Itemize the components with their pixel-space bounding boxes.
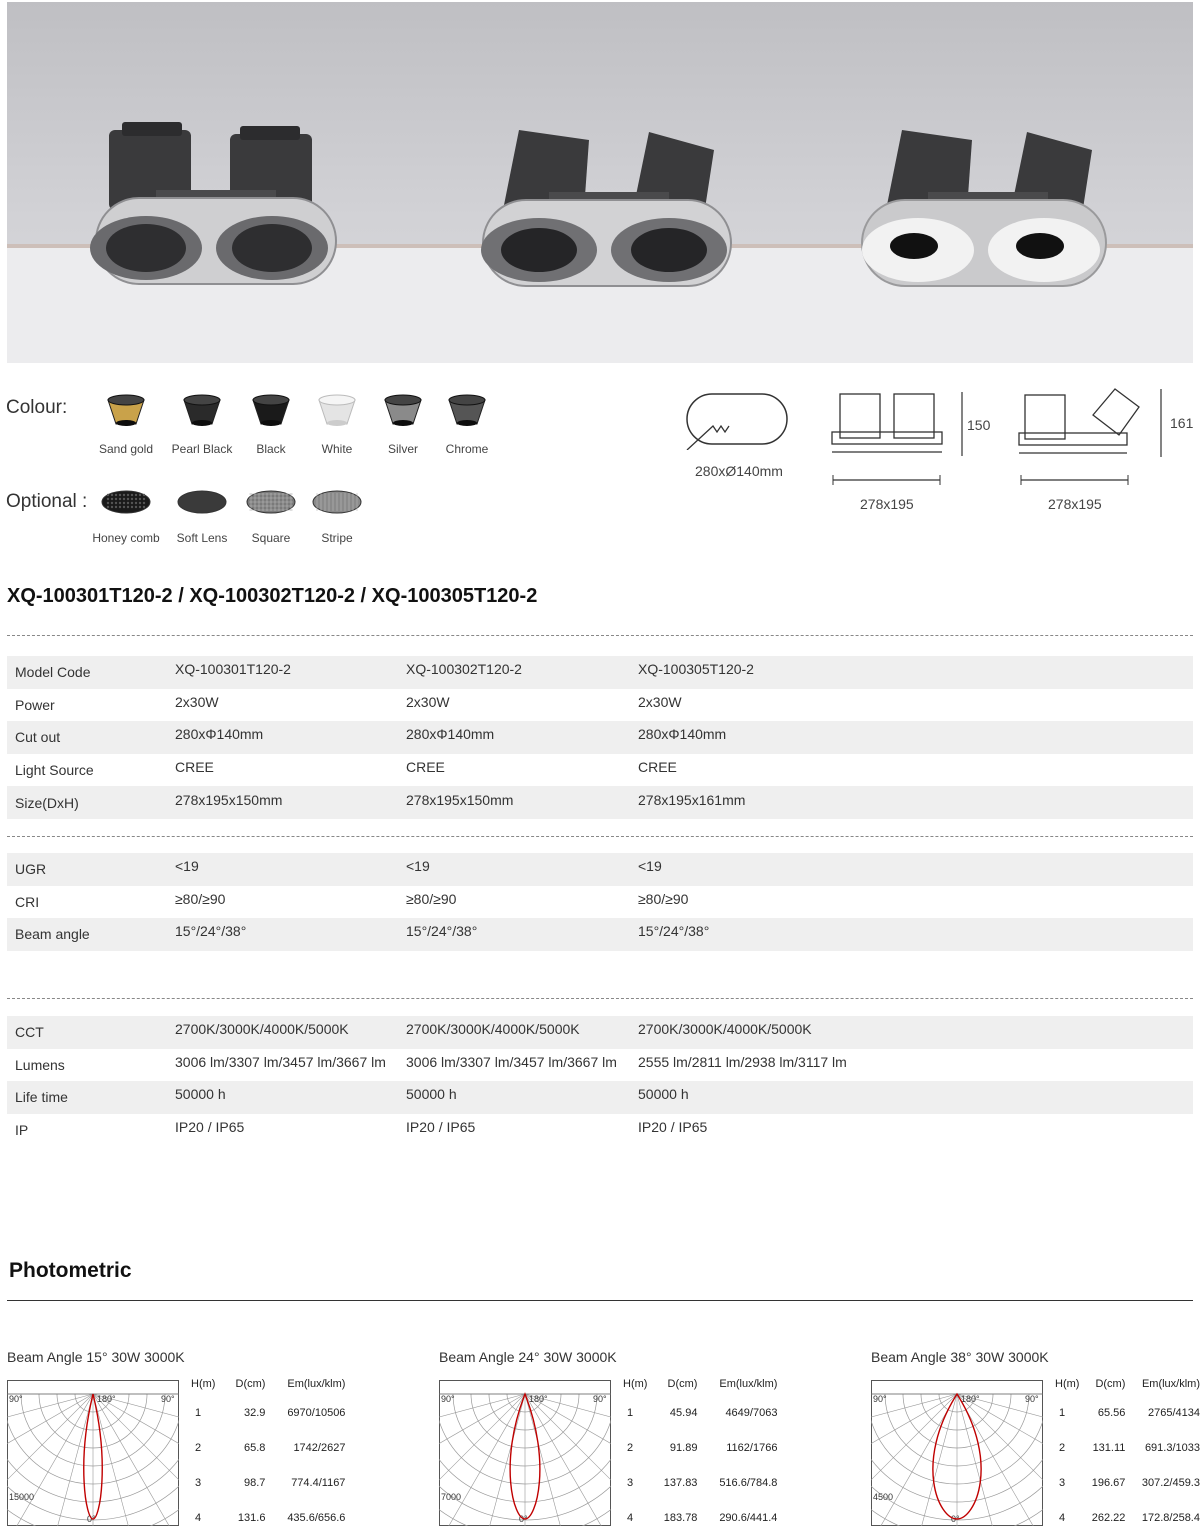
illuminance-cell: 1 bbox=[195, 1407, 202, 1419]
colour-swatch-white[interactable] bbox=[313, 390, 361, 430]
spec-value: 2555 lm/2811 lm/2938 lm/3117 lm bbox=[638, 1053, 847, 1070]
spec-value: 15°/24°/38° bbox=[175, 918, 406, 951]
illuminance-header: Em(lux/klm) bbox=[719, 1378, 778, 1390]
cutout-size: 280xØ140mm bbox=[695, 463, 783, 479]
spec-value: IP20 / IP65 bbox=[406, 1119, 476, 1136]
product-photo bbox=[7, 2, 1193, 363]
polar-light-distribution-chart bbox=[439, 1380, 611, 1526]
colour-swatch-sand-gold[interactable] bbox=[102, 390, 150, 430]
fixed-width-line bbox=[832, 475, 942, 485]
spec-row bbox=[7, 918, 1193, 951]
illuminance-cell: 172.8/258.4 bbox=[1141, 1512, 1200, 1524]
spec-value: 15°/24°/38° bbox=[406, 918, 638, 951]
optional-label-item: Square bbox=[251, 531, 291, 545]
divider bbox=[7, 635, 1193, 636]
spec-value: CREE bbox=[406, 759, 445, 776]
illuminance-header: D(cm) bbox=[667, 1378, 698, 1390]
spec-key: UGR bbox=[7, 853, 175, 886]
spec-key: Model Code bbox=[7, 656, 175, 689]
spec-key: Life time bbox=[7, 1081, 175, 1114]
spec-key: Cut out bbox=[7, 721, 175, 754]
illuminance-cell: 98.7 bbox=[244, 1477, 266, 1489]
polar-scale-label: 4500 bbox=[873, 1492, 894, 1502]
illuminance-cell: 435.6/656.6 bbox=[287, 1512, 346, 1524]
illuminance-cell: 1 bbox=[1059, 1407, 1066, 1419]
spec-row bbox=[7, 1081, 1193, 1114]
spec-row bbox=[7, 1049, 1193, 1082]
illuminance-cell: 3 bbox=[1059, 1477, 1066, 1489]
illuminance-cell: 2 bbox=[1059, 1442, 1066, 1454]
spec-value: XQ-100305T120-2 bbox=[638, 656, 1193, 689]
colour-swatch-label: Chrome bbox=[445, 442, 489, 456]
colour-swatch-label: White bbox=[321, 442, 353, 456]
divider bbox=[7, 836, 1193, 837]
optional-honey-comb[interactable] bbox=[100, 488, 152, 516]
spec-value: 2700K/3000K/4000K/5000K bbox=[175, 1016, 406, 1049]
spec-value: <19 bbox=[406, 853, 638, 886]
product-image-tilt-chrome bbox=[469, 120, 739, 295]
spec-value: ≥80/≥90 bbox=[175, 890, 226, 907]
colour-swatch-chrome[interactable] bbox=[443, 390, 491, 430]
angle-label-top: 180° bbox=[529, 1394, 548, 1404]
polar-light-distribution-chart bbox=[7, 1380, 179, 1526]
illuminance-cell: 1162/1766 bbox=[726, 1442, 778, 1454]
illuminance-table bbox=[191, 1378, 345, 1533]
spec-row bbox=[7, 853, 1193, 886]
angle-label-top: 180° bbox=[97, 1394, 116, 1404]
spec-value: 2x30W bbox=[175, 693, 219, 710]
spec-key: Power bbox=[15, 696, 55, 713]
divider bbox=[7, 998, 1193, 999]
illuminance-cell: 183.78 bbox=[663, 1512, 698, 1524]
optional-label-item: Stripe bbox=[321, 531, 353, 545]
illuminance-cell: 2765/4134 bbox=[1148, 1407, 1200, 1419]
illuminance-cell: 774.4/1167 bbox=[291, 1477, 346, 1489]
angle-label-left: 90° bbox=[9, 1394, 23, 1404]
spec-value: CREE bbox=[175, 759, 214, 776]
spec-table-optics bbox=[7, 853, 1193, 951]
spec-row bbox=[7, 656, 1193, 689]
cutout-drawing bbox=[683, 390, 793, 450]
spec-value: 278x195x150mm bbox=[175, 786, 406, 819]
spec-value: 50000 h bbox=[175, 1081, 406, 1114]
optional-label-item: Soft Lens bbox=[176, 531, 228, 545]
illuminance-header: D(cm) bbox=[1095, 1378, 1126, 1390]
optional-square[interactable] bbox=[245, 488, 297, 516]
illuminance-cell: 1742/2627 bbox=[293, 1442, 346, 1454]
colour-swatch-black[interactable] bbox=[247, 390, 295, 430]
spec-key: IP bbox=[15, 1122, 29, 1139]
illuminance-header: Em(lux/klm) bbox=[287, 1378, 346, 1390]
spec-row bbox=[7, 689, 1193, 722]
spec-key: Size(DxH) bbox=[7, 786, 175, 819]
angle-label-bottom: 0° bbox=[519, 1514, 528, 1524]
spec-table-general bbox=[7, 656, 1193, 819]
polar-scale-label: 7000 bbox=[441, 1492, 462, 1502]
colour-label: Colour: bbox=[6, 397, 68, 418]
spec-key: CRI bbox=[15, 893, 40, 910]
colour-swatch-pearl-black[interactable] bbox=[178, 390, 226, 430]
fixed-width: 278x195 bbox=[860, 496, 914, 512]
spec-row bbox=[7, 754, 1193, 787]
illuminance-cell: 307.2/459.3 bbox=[1141, 1477, 1200, 1489]
colour-swatch-label: Sand gold bbox=[98, 442, 154, 456]
photometric-title: Photometric bbox=[9, 1259, 132, 1282]
illuminance-cell: 137.83 bbox=[663, 1477, 698, 1489]
spec-row bbox=[7, 786, 1193, 819]
angle-label-left: 90° bbox=[873, 1394, 887, 1404]
angle-label-right: 90° bbox=[1025, 1394, 1039, 1404]
colour-swatch-label: Black bbox=[256, 442, 286, 456]
tilt-height: 161 bbox=[1170, 415, 1194, 431]
illuminance-cell: 4 bbox=[627, 1512, 634, 1524]
optional-label-item: Honey comb bbox=[92, 531, 160, 545]
illuminance-cell: 6970/10506 bbox=[287, 1407, 346, 1419]
illuminance-cell: 691.3/1033 bbox=[1144, 1442, 1200, 1454]
illuminance-cell: 2 bbox=[627, 1442, 634, 1454]
angle-label-bottom: 0° bbox=[951, 1514, 960, 1524]
illuminance-cell: 131.11 bbox=[1092, 1442, 1126, 1454]
angle-label-right: 90° bbox=[593, 1394, 607, 1404]
beam-angle-caption: Beam Angle 38° 30W 3000K bbox=[871, 1349, 1049, 1365]
illuminance-cell: 65.8 bbox=[244, 1442, 266, 1454]
spec-value: 2700K/3000K/4000K/5000K bbox=[638, 1016, 1193, 1049]
spec-value: 3006 lm/3307 lm/3457 lm/3667 lm bbox=[406, 1053, 617, 1070]
spec-value: IP20 / IP65 bbox=[638, 1119, 708, 1136]
illuminance-cell: 516.6/784.8 bbox=[719, 1477, 778, 1489]
illuminance-cell: 65.56 bbox=[1097, 1407, 1126, 1419]
spec-value: XQ-100302T120-2 bbox=[406, 656, 638, 689]
illuminance-header: D(cm) bbox=[235, 1378, 266, 1390]
spec-row bbox=[7, 886, 1193, 919]
series-title: XQ-100301T120-2 / XQ-100302T120-2 / XQ-100305T120-2 bbox=[7, 585, 538, 607]
spec-value: ≥80/≥90 bbox=[406, 890, 457, 907]
optional-soft-lens[interactable] bbox=[176, 488, 228, 516]
photometric-divider bbox=[7, 1300, 1193, 1301]
illuminance-header: H(m) bbox=[623, 1378, 648, 1390]
spec-key: CCT bbox=[7, 1016, 175, 1049]
illuminance-cell: 4 bbox=[1059, 1512, 1066, 1524]
spec-value: 2x30W bbox=[406, 693, 450, 710]
spec-value: <19 bbox=[638, 853, 1193, 886]
spec-value: 50000 h bbox=[406, 1081, 638, 1114]
illuminance-cell: 2 bbox=[195, 1442, 202, 1454]
spec-row bbox=[7, 721, 1193, 754]
tilt-width: 278x195 bbox=[1048, 496, 1102, 512]
polar-light-distribution-chart bbox=[871, 1380, 1043, 1526]
spec-value: 280xΦ140mm bbox=[406, 721, 638, 754]
illuminance-header: H(m) bbox=[1055, 1378, 1080, 1390]
tilt-width-line bbox=[1020, 475, 1130, 485]
illuminance-cell: 45.94 bbox=[669, 1407, 698, 1419]
illuminance-cell: 4 bbox=[195, 1512, 202, 1524]
spec-value: 3006 lm/3307 lm/3457 lm/3667 lm bbox=[175, 1053, 386, 1070]
angle-label-top: 180° bbox=[961, 1394, 980, 1404]
colour-swatch-silver[interactable] bbox=[379, 390, 427, 430]
spec-key: Lumens bbox=[15, 1056, 65, 1073]
spec-value: <19 bbox=[175, 853, 406, 886]
illuminance-cell: 3 bbox=[195, 1477, 202, 1489]
spec-value: 50000 h bbox=[638, 1081, 1193, 1114]
spec-value: 280xΦ140mm bbox=[175, 721, 406, 754]
illuminance-cell: 4649/7063 bbox=[725, 1407, 778, 1419]
illuminance-cell: 131.6 bbox=[237, 1512, 266, 1524]
spec-value: 2700K/3000K/4000K/5000K bbox=[406, 1016, 638, 1049]
spec-value: 2x30W bbox=[638, 693, 682, 710]
illuminance-header: Em(lux/klm) bbox=[1141, 1378, 1200, 1390]
illuminance-cell: 196.67 bbox=[1091, 1477, 1126, 1489]
product-image-fixed bbox=[82, 120, 342, 295]
spec-value: CREE bbox=[638, 759, 677, 776]
optional-stripe[interactable] bbox=[311, 488, 363, 516]
spec-key: Light Source bbox=[15, 762, 94, 779]
angle-label-left: 90° bbox=[441, 1394, 455, 1404]
spec-row bbox=[7, 1016, 1193, 1049]
spec-row bbox=[7, 1114, 1193, 1147]
illuminance-cell: 290.6/441.4 bbox=[719, 1512, 778, 1524]
spec-value: 278x195x161mm bbox=[638, 786, 1193, 819]
illuminance-cell: 262.22 bbox=[1091, 1512, 1126, 1524]
beam-angle-caption: Beam Angle 15° 30W 3000K bbox=[7, 1349, 185, 1365]
illuminance-cell: 1 bbox=[627, 1407, 634, 1419]
illuminance-table bbox=[623, 1378, 777, 1533]
illuminance-header: H(m) bbox=[191, 1378, 216, 1390]
fixed-side-drawing bbox=[828, 388, 968, 460]
spec-table-output bbox=[7, 1016, 1193, 1146]
spec-key: Beam angle bbox=[7, 918, 175, 951]
product-image-tilt-white bbox=[852, 120, 1112, 295]
beam-angle-caption: Beam Angle 24° 30W 3000K bbox=[439, 1349, 617, 1365]
spec-value: ≥80/≥90 bbox=[638, 890, 689, 907]
spec-value: 278x195x150mm bbox=[406, 786, 638, 819]
fixed-height: 150 bbox=[967, 417, 991, 433]
illuminance-cell: 3 bbox=[627, 1477, 634, 1489]
optional-label: Optional : bbox=[6, 491, 88, 512]
angle-label-bottom: 0° bbox=[87, 1514, 96, 1524]
polar-scale-label: 15000 bbox=[9, 1492, 35, 1502]
illuminance-cell: 91.89 bbox=[669, 1442, 698, 1454]
angle-label-right: 90° bbox=[161, 1394, 175, 1404]
illuminance-table bbox=[1055, 1378, 1200, 1533]
colour-swatch-label: Silver bbox=[387, 442, 418, 456]
spec-value: IP20 / IP65 bbox=[175, 1119, 245, 1136]
colour-swatch-label: Pearl Black bbox=[171, 442, 233, 456]
tilt-side-drawing bbox=[1015, 385, 1170, 460]
illuminance-cell: 32.9 bbox=[244, 1407, 266, 1419]
spec-value: 15°/24°/38° bbox=[638, 918, 1193, 951]
spec-value: XQ-100301T120-2 bbox=[175, 656, 406, 689]
spec-value: 280xΦ140mm bbox=[638, 721, 1193, 754]
